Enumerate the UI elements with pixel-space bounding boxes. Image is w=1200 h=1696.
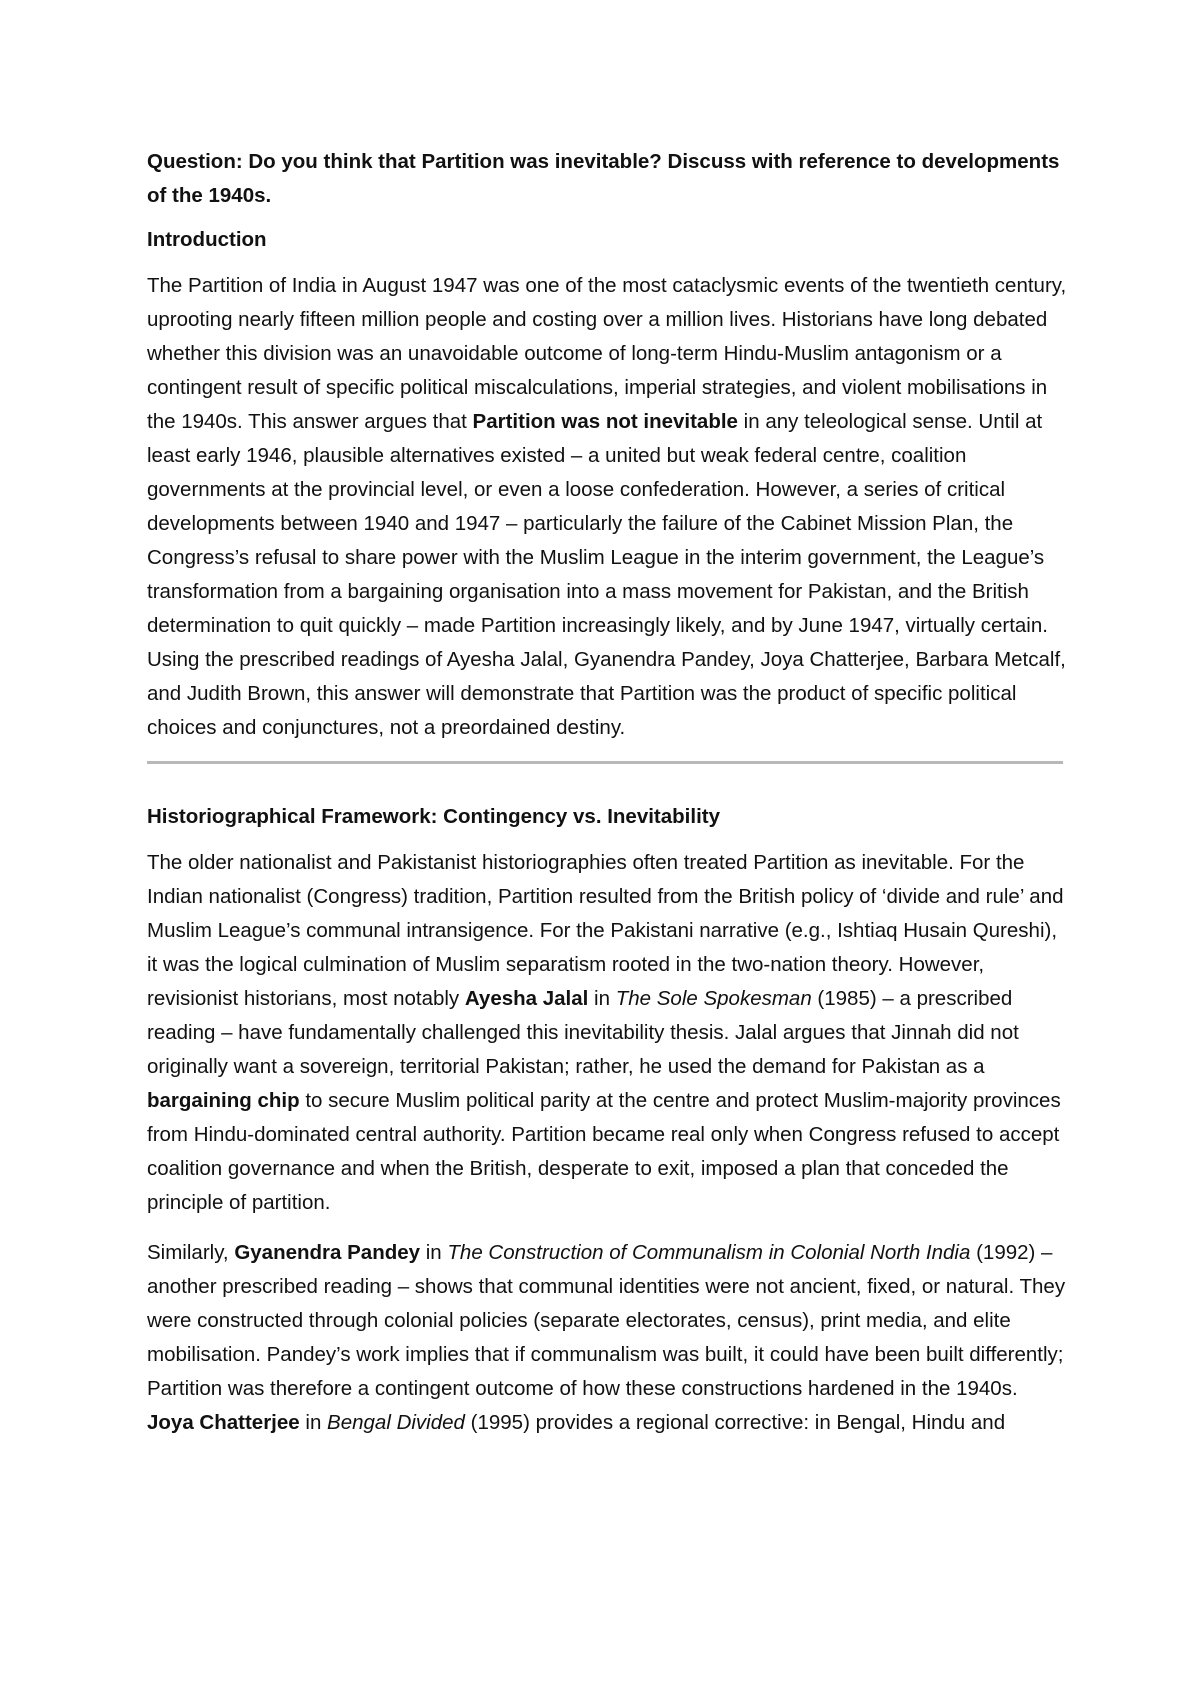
framework-p1-text-2: in bbox=[588, 987, 616, 1010]
framework-paragraph-2 bbox=[147, 1236, 1067, 1440]
intro-thesis-bold: Partition was not inevitable bbox=[472, 410, 738, 433]
intro-text-part-1: The Partition of India in August 1947 was one of the most cataclysmic events of the twentieth century, uprooting nearly fifteen million people and costing over a million lives. Historians have long debated whether this division was an unavoidable outcome of long-term Hindu-Muslim antagonism or a contingent result of specific political miscalculations, imperial strategies, and violent mobilisations in the 1940s. This answer argues that bbox=[147, 274, 1067, 433]
section-heading-introduction: Introduction bbox=[147, 228, 267, 251]
framework-p1-text-3: (1985) – a prescribed reading – have fundamentally challenged this inevitability thesis. Jalal argues that Jinnah did not originally want a sovereign, territorial Pakistan; rather, he used the demand for Pakistan as a bbox=[147, 987, 1019, 1078]
intro-text-part-2: in any teleological sense. Until at least early 1946, plausible alternatives existed – a united but weak federal centre, coalition governments at the provincial level, or even a loose confederation. However, a series of critical developments between 1940 and 1947 – particularly the failure of the Cabinet Mission Plan, the Congress’s refusal to share power with the Muslim League in the interim government, the League’s transformation from a bargaining organisation into a mass movement for Pakistan, and the British determination to quit quickly – made Partition increasingly likely, and by June 1947, virtually certain. Using the prescribed readings of Ayesha Jalal, Gyanendra Pandey, Joya Chatterjee, Barbara Metcalf, and Judith Brown, this answer will demonstrate that Partition was the product of specific political choices and conjunctures, not a preordained destiny. bbox=[147, 410, 1066, 739]
framework-p1-text-4: to secure Muslim political parity at the centre and protect Muslim-majority provinces from Hindu-dominated central authority. Partition became real only when Congress refused to accept coalition governance and when the British, desperate to exit, imposed a plan that conceded the principle of partition. bbox=[147, 1089, 1061, 1214]
framework-p1-italic-title: The Sole Spokesman bbox=[615, 987, 812, 1010]
framework-paragraph-1 bbox=[147, 846, 1067, 1220]
document-page bbox=[147, 145, 1067, 1456]
framework-p2-bold-chatterjee: Joya Chatterjee bbox=[147, 1411, 300, 1434]
framework-p2-text-2: in bbox=[420, 1241, 448, 1264]
framework-p2-italic-title-2: Bengal Divided bbox=[327, 1411, 465, 1434]
framework-p1-text-1: The older nationalist and Pakistanist historiographies often treated Partition as inevitable. For the Indian nationalist (Congress) tradition, Partition resulted from the British policy of ‘divide and rule’ and Muslim League’s communal intransigence. For the Pakistani narrative (e.g., Ishtiaq Husain Qureshi), it was the logical culmination of Muslim separatism rooted in the two-nation theory. However, revisionist historians, most notably bbox=[147, 851, 1064, 1010]
framework-p2-text-1: Similarly, bbox=[147, 1241, 235, 1264]
section-divider bbox=[147, 761, 1063, 764]
framework-p2-text-5: (1995) provides a regional corrective: in Bengal, Hindu and bbox=[464, 1411, 1006, 1434]
framework-p2-text-3: (1992) – another prescribed reading – shows that communal identities were not ancient, fixed, or natural. They were constructed through colonial policies (separate electorates, census), print media, and elite mobilisation. Pandey’s work implies that if communalism was built, it could have been built differently; Partition was therefore a contingent outcome of how these constructions hardened in the 1940s. bbox=[147, 1241, 1066, 1400]
framework-p2-text-4: in bbox=[299, 1411, 328, 1434]
framework-p2-bold-pandey: Gyanendra Pandey bbox=[234, 1241, 421, 1264]
framework-p1-bold-chip: bargaining chip bbox=[147, 1089, 300, 1112]
intro-paragraph bbox=[147, 269, 1067, 745]
question-title: Question: Do you think that Partition was inevitable? Discuss with reference to developments of the 1940s. bbox=[147, 150, 1060, 207]
framework-p1-bold-jalal: Ayesha Jalal bbox=[464, 987, 589, 1010]
framework-p2-italic-title-1: The Construction of Communalism in Colonial North India bbox=[447, 1241, 971, 1264]
section-heading-framework: Historiographical Framework: Contingency vs. Inevitability bbox=[147, 805, 720, 828]
